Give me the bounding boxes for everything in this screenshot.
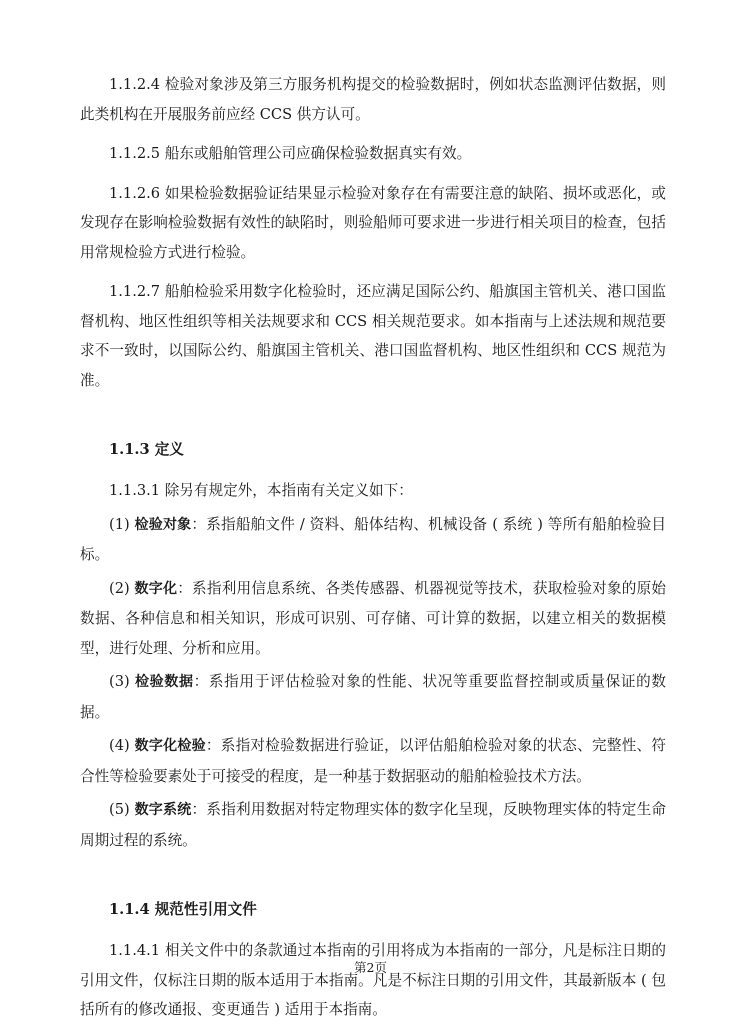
paragraph-1-1-3-1: 1.1.3.1 除另有规定外，本指南有关定义如下： bbox=[109, 482, 413, 499]
definition-item bbox=[80, 667, 666, 727]
paragraph-1-1-2-6: 1.1.2.6 如果检验数据验证结果显示检验对象存在有需要注意的缺陷、损坏或恶化，或发现存在影响检验数据有效性的缺陷时，则验船师可要求进一步进行相关项目的检查，包括用常规检验方式进行检验。 bbox=[80, 184, 666, 261]
definition-number: (4) bbox=[109, 737, 135, 754]
definition-number: (5) bbox=[109, 801, 135, 818]
definition-number: (2) bbox=[109, 579, 135, 597]
definition-item bbox=[80, 510, 666, 570]
definition-number: (1) bbox=[109, 515, 135, 533]
definition-text: ：系指利用数据对特定物理实体的数字化呈现，反映物理实体的特定生命周期过程的系统。 bbox=[80, 801, 667, 849]
section-heading-normative-references: 1.1.4 规范性引用文件 bbox=[109, 901, 257, 918]
definition-text: ：系指用于评估检验对象的性能、状况等重要监督控制或质量保证的数据。 bbox=[80, 673, 667, 721]
page-number: 第2页 bbox=[354, 960, 387, 975]
section-heading-definitions: 1.1.3 定义 bbox=[109, 441, 184, 458]
definition-term: 数字化 bbox=[134, 580, 178, 597]
definition-text: ：系指利用信息系统、各类传感器、机器视觉等技术，获取检验对象的原始数据、各种信息和相关知识，形成可识别、可存储、可计算的数据，以建立相关的数据模型，进行处理、分析和应用。 bbox=[80, 579, 667, 657]
paragraph-1-1-4-1: 1.1.4.1 相关文件中的条款通过本指南的引用将成为本指南的一部分，凡是标注日期的引用文件，仅标注日期的版本适用于本指南。凡是不标注日期的引用文件，其最新版本 ( 包括所有的修改通报、变更通告 ) 适用于本指南。 bbox=[80, 942, 666, 1018]
paragraph-1-1-2-7: 1.1.2.7 船舶检验采用数字化检验时，还应满足国际公约、船旗国主管机关、港口国监督机构、地区性组织等相关法规要求和 CCS 相关规范要求。如本指南与上述法规和规范要求不一致时，以国际公约、船旗国主管机关、港口国监督机构、地区性组织和 CCS 规范为准。 bbox=[80, 283, 666, 389]
definition-term: 检验数据 bbox=[134, 674, 194, 690]
page-body bbox=[80, 70, 666, 1025]
paragraph-1-1-2-4: 1.1.2.4 检验对象涉及第三方服务机构提交的检验数据时，例如状态监测评估数据，则此类机构在开展服务前应经 CCS 供方认可。 bbox=[80, 76, 666, 123]
definition-term: 检验对象 bbox=[134, 516, 192, 533]
definition-term: 数字系统 bbox=[134, 802, 192, 818]
definition-item bbox=[80, 795, 666, 855]
definition-item bbox=[80, 574, 666, 664]
paragraph-1-1-2-5: 1.1.2.5 船东或船舶管理公司应确保检验数据真实有效。 bbox=[109, 145, 472, 162]
definition-term: 数字化检验 bbox=[134, 738, 206, 754]
definition-item bbox=[80, 731, 666, 791]
definition-number: (3) bbox=[109, 673, 135, 690]
definition-text: ：系指船舶文件 / 资料、船体结构、机械设备 ( 系统 ) 等所有船舶检验目标。 bbox=[80, 515, 667, 563]
definition-text: ：系指对检验数据进行验证，以评估船舶检验对象的状态、完整性、符合性等检验要素处于可接受的程度，是一种基于数据驱动的船舶检验技术方法。 bbox=[80, 737, 667, 785]
